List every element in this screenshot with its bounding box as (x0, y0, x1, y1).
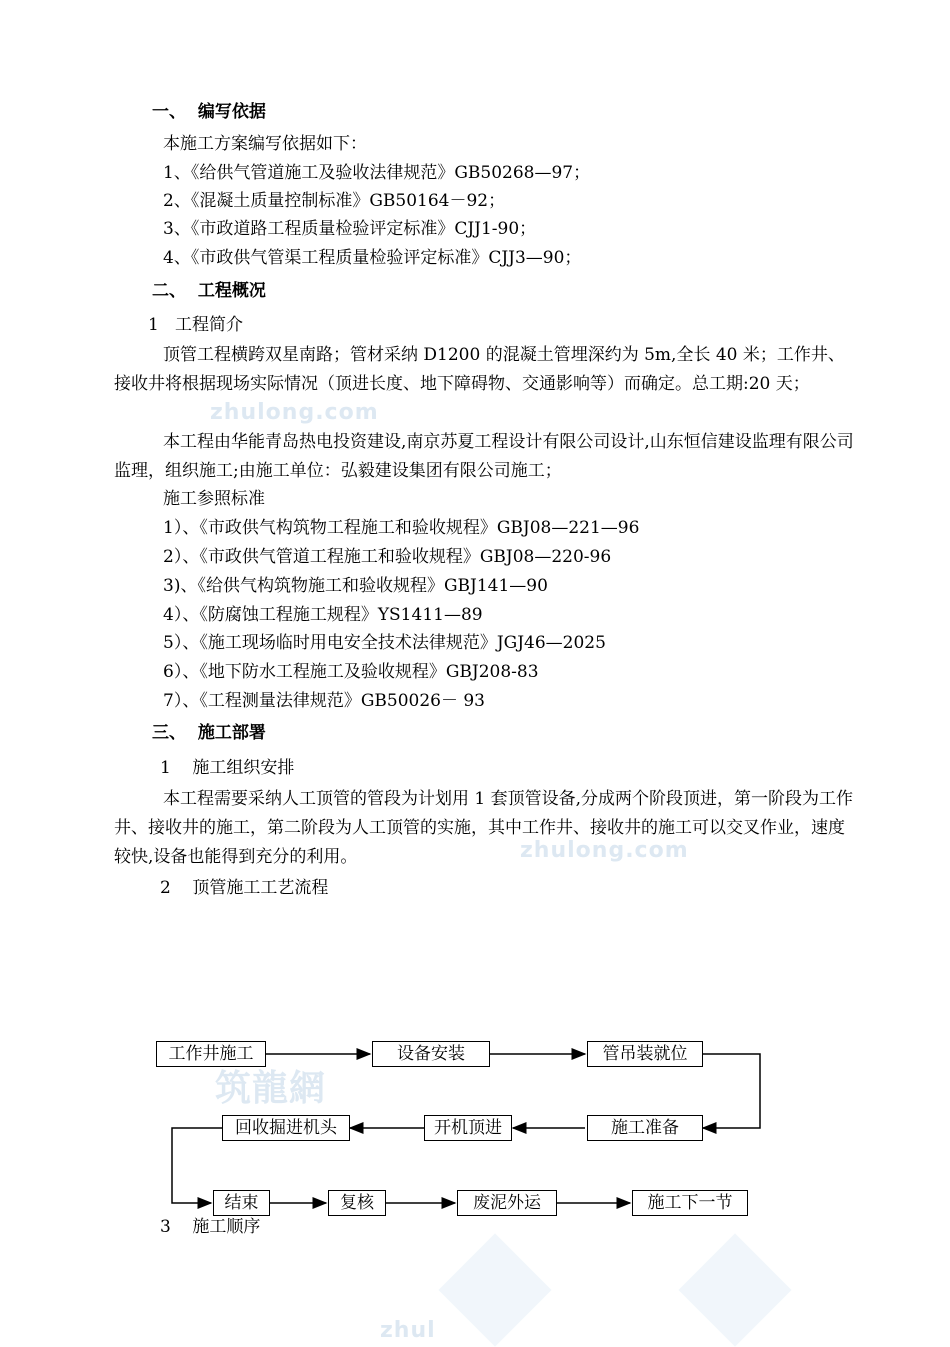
paragraph: 本工程由华能青岛热电投资建设,南京苏夏工程设计有限公司设计,山东恒信建设监理有限公司监理，组织施工;由施工单位：弘毅建设集团有限公司施工； (114, 432, 854, 481)
flow-step-box: 施工准备 (587, 1115, 703, 1141)
standard-item: 1）、《市政供气构筑物工程施工和验收规程》GBJ08—221—96 (163, 518, 640, 538)
section-heading: 三、 施工部署 (152, 723, 266, 743)
standard-item: 6）、《地下防水工程施工及验收规程》GBJ208-83 (163, 662, 539, 682)
paragraph: 顶管工程横跨双星南路；管材采纳 D1200 的混凝土管埋深约为 5m,全长 40 米；工作井、接收井将根据现场实际情况（顶进长度、地下障碍物、交通影响等）而确定。总工期:20 天； (114, 345, 845, 394)
standard-item: 2）、《市政供气管道工程施工和验收规程》GBJ08—220-96 (163, 547, 612, 567)
flow-step-box: 废泥外运 (457, 1190, 557, 1216)
watermark-text: zhulong.com (520, 838, 689, 863)
standard-item: 4）、《防腐蚀工程施工规程》YS1411—89 (163, 605, 483, 625)
standards-title: 施工参照标准 (163, 489, 265, 509)
flow-step-box: 复核 (328, 1190, 386, 1216)
section-intro: 本施工方案编写依据如下： (163, 134, 367, 154)
watermark-text: 筑龍網 (215, 1068, 327, 1109)
paragraph: 本工程需要采纳人工顶管的管段为计划用 1 套顶管设备,分成两个阶段顶进，第一阶段为工作井、接收井的施工，第二阶段为人工顶管的实施，其中工作井、接收井的施工可以交叉作业，速度较快,设备也能得到充分的利用。 (114, 789, 854, 867)
reference-item: 2、《混凝土质量控制标准》GB50164－92； (163, 191, 506, 211)
standard-item: 5）、《施工现场临时用电安全技术法律规范》JGJ46—2025 (163, 633, 606, 653)
flow-step-box: 回收掘进机头 (222, 1115, 350, 1141)
reference-item: 1、《给供气管道施工及验收法律规范》GB50268—97； (163, 163, 591, 183)
standard-item: 7）、《工程测量法律规范》GB50026－ 93 (163, 691, 486, 711)
flow-step-box: 结束 (213, 1190, 270, 1216)
reference-item: 3、《市政道路工程质量检验评定标准》CJJ1-90； (163, 219, 537, 239)
watermark-text: zhul (380, 1318, 436, 1343)
subsection-title: 2 顶管施工工艺流程 (160, 878, 329, 898)
flow-step-box: 管吊装就位 (587, 1041, 703, 1067)
section-heading: 二、 工程概况 (152, 281, 266, 301)
flow-step-box: 施工下一节 (632, 1190, 748, 1216)
flow-step-box: 设备安装 (372, 1041, 490, 1067)
subsection-title: 1 施工组织安排 (160, 758, 295, 778)
flow-step-box: 开机顶进 (424, 1115, 512, 1141)
subsection-title: 1 工程简介 (148, 315, 244, 335)
flow-step-box: 工作井施工 (156, 1041, 266, 1067)
standard-item: 3)、《给供气构筑物施工和验收规程》GBJ141—90 (163, 576, 548, 596)
section-heading: 一、 编写依据 (152, 102, 266, 122)
subsection-title: 3 施工顺序 (160, 1217, 261, 1237)
reference-item: 4、《市政供气管渠工程质量检验评定标准》CJJ3—90； (163, 248, 582, 268)
watermark-text: zhulong.com (210, 400, 379, 425)
